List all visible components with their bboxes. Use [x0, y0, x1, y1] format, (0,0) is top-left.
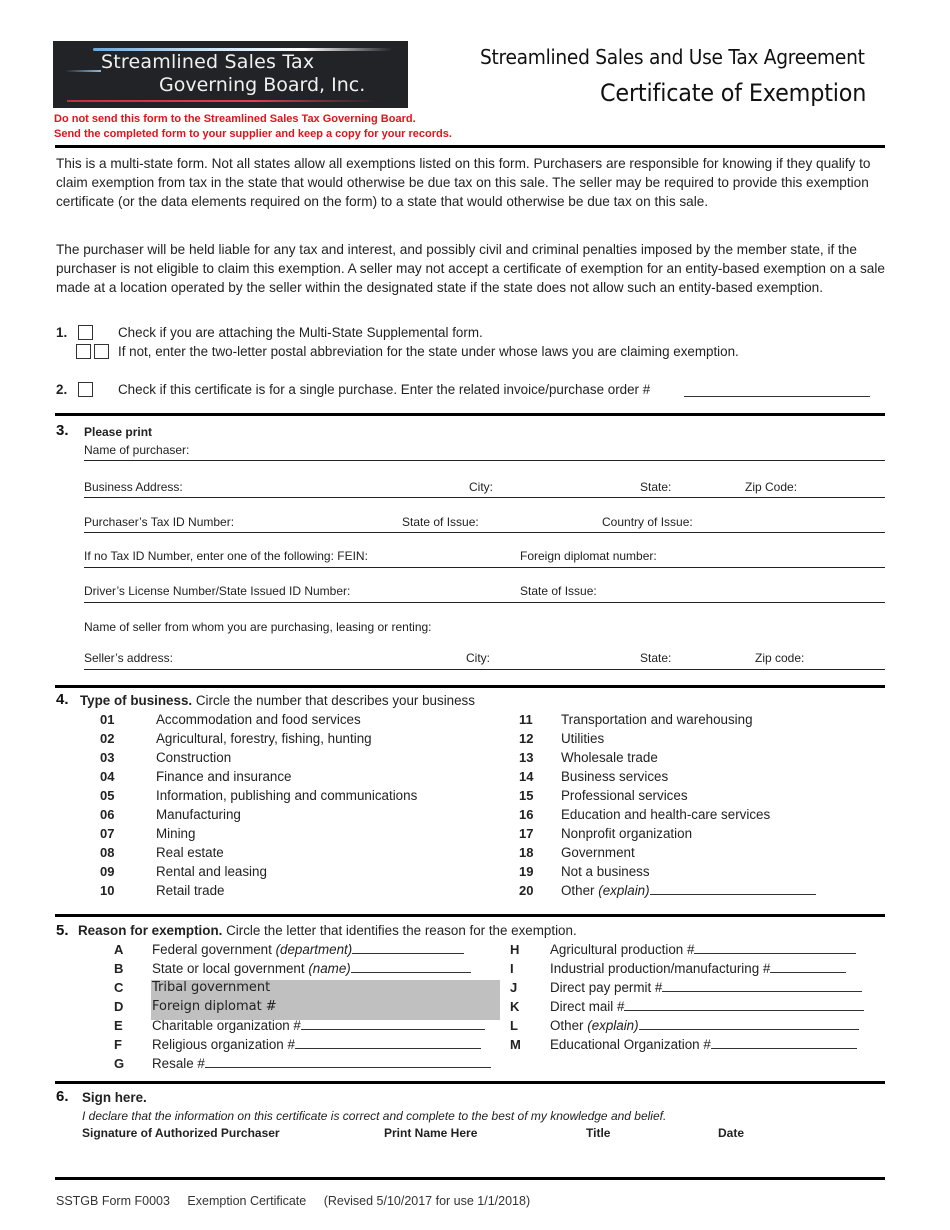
seller-address-field[interactable] — [84, 669, 885, 670]
date-label: Date — [718, 1126, 745, 1140]
state-abbrev-box-1[interactable] — [76, 344, 91, 359]
agricultural-production-field[interactable] — [694, 942, 856, 954]
form-revision: (Revised 5/10/2017 for use 1/1/2018) — [323, 1194, 531, 1208]
divider — [55, 1081, 885, 1084]
title-label: Title — [586, 1126, 611, 1140]
declaration-text: I declare that the information on this certificate is correct and complete to the best of my knowledge and belief. — [82, 1109, 667, 1123]
section3-number: 3. — [56, 422, 69, 439]
single-purchase-label: Check if this certificate is for a single purchase. Enter the related invoice/purchase order # — [118, 382, 651, 397]
warning-line2: Send the completed form to your supplier and keep a copy for your records. — [54, 128, 452, 140]
single-purchase-checkbox[interactable] — [78, 382, 93, 397]
seller-state-label: State: — [640, 651, 672, 665]
tax-id-field[interactable] — [84, 532, 885, 533]
section1-checkbox-label: Check if you are attaching the Multi-State Supplemental form. — [118, 325, 483, 340]
section4-title: Type of business. — [80, 693, 193, 708]
direct-pay-permit-field[interactable] — [662, 980, 862, 992]
state-label: State: — [640, 480, 672, 494]
divider — [55, 145, 885, 148]
form-footer — [56, 1194, 544, 1208]
other-reason-field[interactable] — [639, 1018, 859, 1030]
certificate-title: Certificate of Exemption — [600, 79, 867, 107]
section4-number: 4. — [56, 691, 69, 708]
state-of-issue-label: State of Issue: — [402, 515, 479, 529]
seller-address-label: Seller’s address: — [84, 651, 173, 665]
form-name: Exemption Certificate — [187, 1194, 307, 1208]
signature-area[interactable] — [82, 1142, 882, 1177]
business-address-field[interactable] — [84, 497, 885, 498]
business-address-label: Business Address: — [84, 480, 183, 494]
fein-label: If no Tax ID Number, enter one of the following: FEIN: — [84, 549, 368, 563]
logo-swoosh-bottom — [67, 100, 377, 102]
sign-here-heading: Sign here. — [82, 1090, 147, 1105]
zip-code-label: Zip Code: — [745, 480, 798, 494]
section4-heading — [80, 693, 475, 708]
multistate-supplemental-checkbox[interactable] — [78, 325, 93, 340]
industrial-production-field[interactable] — [770, 961, 846, 973]
divider — [55, 914, 885, 917]
form-id: SSTGB Form F0003 — [56, 1194, 170, 1208]
section2-number: 2. — [56, 382, 68, 397]
logo-swoosh-left — [65, 70, 101, 72]
foreign-diplomat-number-label: Foreign diplomat number: — [520, 549, 657, 563]
divider — [55, 685, 885, 688]
divider — [55, 1177, 885, 1180]
invoice-number-field[interactable] — [684, 396, 870, 397]
educational-org-field[interactable] — [711, 1037, 857, 1049]
warning-line1: Do not send this form to the Streamlined Sales Tax Governing Board. — [54, 113, 416, 125]
section6-number: 6. — [56, 1088, 69, 1105]
religious-org-field[interactable] — [295, 1037, 481, 1049]
direct-mail-field[interactable] — [624, 999, 864, 1011]
purchaser-name-label: Name of purchaser: — [84, 443, 190, 457]
seller-city-label: City: — [466, 651, 490, 665]
please-print-heading: Please print — [84, 425, 153, 439]
signature-label: Signature of Authorized Purchaser — [82, 1126, 280, 1140]
fein-field[interactable] — [84, 567, 885, 568]
state-local-name-field[interactable] — [351, 961, 471, 973]
other-explain-field[interactable] — [650, 883, 816, 895]
agreement-title: Streamlined Sales and Use Tax Agreement — [480, 45, 865, 69]
logo-line2: Governing Board, Inc. — [159, 74, 366, 96]
state-abbrev-box-2[interactable] — [94, 344, 109, 359]
city-label: City: — [469, 480, 493, 494]
section5-instruction: Circle the letter that identifies the reason for the exemption. — [226, 923, 577, 938]
purchaser-name-field[interactable] — [84, 460, 885, 461]
sstgb-logo — [53, 41, 408, 108]
section1-state-label: If not, enter the two-letter postal abbreviation for the state under whose laws you are claiming exemption. — [118, 344, 739, 359]
drivers-license-label: Driver’s License Number/State Issued ID Number: — [84, 584, 351, 598]
dl-state-of-issue-label: State of Issue: — [520, 584, 597, 598]
section4-instruction: Circle the number that describes your business — [195, 693, 475, 708]
print-name-label: Print Name Here — [384, 1126, 478, 1140]
drivers-license-field[interactable] — [84, 602, 885, 603]
intro-paragraph-1: This is a multi-state form. Not all states allow all exemptions listed on this form. Purchasers are responsible for knowing if they qualify to claim exemption from tax in the state that would otherwise be due tax on this sale. The seller may be required to provide this exemption certificate (or the data elements required on the form) to a state that would otherwise be due tax on this sale. — [56, 156, 871, 209]
seller-zip-label: Zip code: — [755, 651, 805, 665]
section5-number: 5. — [56, 922, 69, 939]
charitable-org-field[interactable] — [301, 1018, 485, 1030]
divider — [55, 413, 885, 416]
federal-department-field[interactable] — [352, 942, 464, 954]
seller-name-label: Name of seller from whom you are purchasing, leasing or renting: — [84, 620, 432, 634]
section5-title: Reason for exemption. — [78, 923, 223, 938]
logo-line1: Streamlined Sales Tax — [101, 51, 315, 73]
tax-id-label: Purchaser’s Tax ID Number: — [84, 515, 235, 529]
section1-number: 1. — [56, 325, 68, 340]
section5-heading — [78, 923, 577, 938]
intro-paragraph-2: The purchaser will be held liable for any tax and interest, and possibly civil and criminal penalties imposed by the member state, if the purchaser is not eligible to claim this exemption. A seller may not accept a certificate of exemption for an entity-based exemption on a sale made at a location operated by the seller within the designated state if the state does not allow such an entity-based exemption. — [56, 242, 885, 295]
resale-field[interactable] — [205, 1056, 491, 1068]
country-of-issue-label: Country of Issue: — [602, 515, 693, 529]
